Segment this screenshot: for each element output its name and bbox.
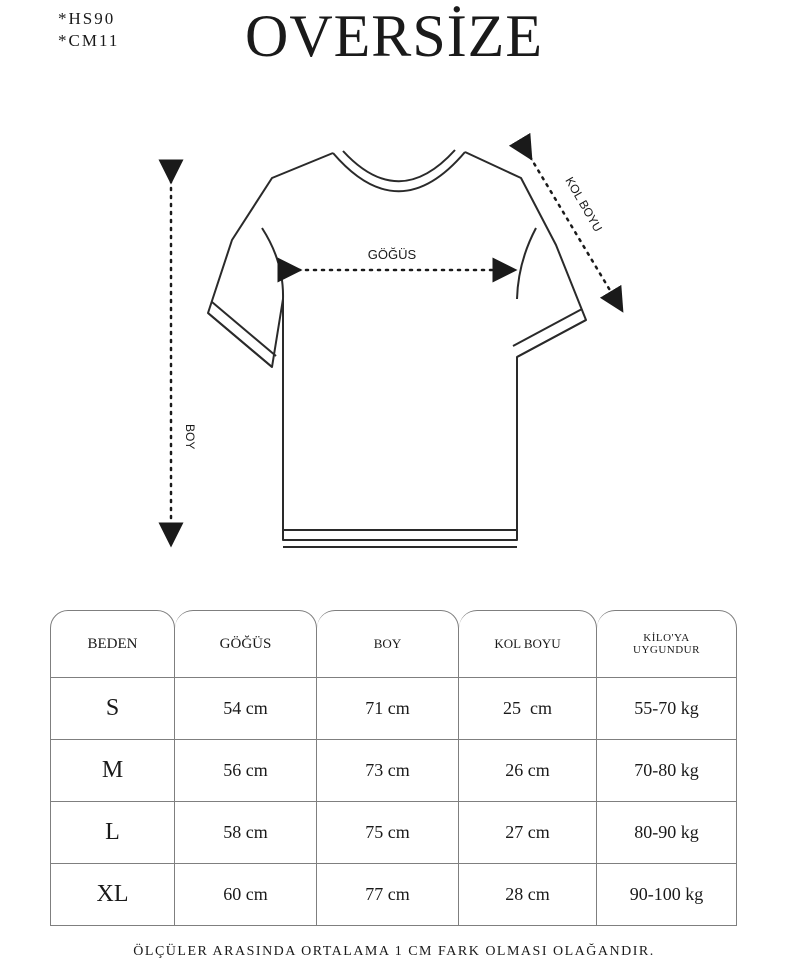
length-cell: 73 cm — [317, 740, 459, 802]
header-weight — [597, 610, 737, 678]
sleeve-cell: 26 cm — [459, 740, 597, 802]
weight-cell: 70-80 kg — [597, 740, 737, 802]
size-cell: S — [50, 678, 175, 740]
chest-cell: 56 cm — [175, 740, 317, 802]
header-chest: GÖĞÜS — [175, 610, 317, 678]
weight-cell: 55-70 kg — [597, 678, 737, 740]
weight-cell: 80-90 kg — [597, 802, 737, 864]
table-row — [50, 864, 737, 926]
chest-cell: 58 cm — [175, 802, 317, 864]
product-code: *HS90 — [58, 9, 116, 28]
chest-label: GÖĞÜS — [367, 247, 417, 262]
size-table — [50, 610, 737, 926]
table-row — [50, 740, 737, 802]
header-sleeve: KOL BOYU — [459, 610, 597, 678]
sleeve-cell: 28 cm — [459, 864, 597, 926]
measurement-note: ÖLÇÜLER ARASINDA ORTALAMA 1 CM FARK OLMASI OLAĞANDIR. — [133, 944, 655, 959]
size-cell: XL — [50, 864, 175, 926]
chest-cell: 60 cm — [175, 864, 317, 926]
length-cell: 77 cm — [317, 864, 459, 926]
size-cell: M — [50, 740, 175, 802]
length-cell: 71 cm — [317, 678, 459, 740]
product-code: *CM11 — [58, 31, 120, 50]
size-cell: L — [50, 802, 175, 864]
length-cell: 75 cm — [317, 802, 459, 864]
sleeve-cell: 25 cm — [459, 678, 597, 740]
table-header-row — [50, 610, 737, 678]
length-label: BOY — [183, 424, 197, 450]
header-weight-line2: UYGUNDUR — [633, 644, 700, 656]
sleeve-cell: 27 cm — [459, 802, 597, 864]
header-length: BOY — [317, 610, 459, 678]
page-title: OVERSİZE — [245, 3, 543, 69]
tshirt-outline — [208, 150, 586, 547]
header-size: BEDEN — [50, 610, 175, 678]
table-row — [50, 678, 737, 740]
sleeve-label: KOL BOYU — [562, 174, 605, 235]
table-row — [50, 802, 737, 864]
chest-cell: 54 cm — [175, 678, 317, 740]
header-weight-line1: KİLO'YA — [643, 632, 690, 644]
weight-cell: 90-100 kg — [597, 864, 737, 926]
